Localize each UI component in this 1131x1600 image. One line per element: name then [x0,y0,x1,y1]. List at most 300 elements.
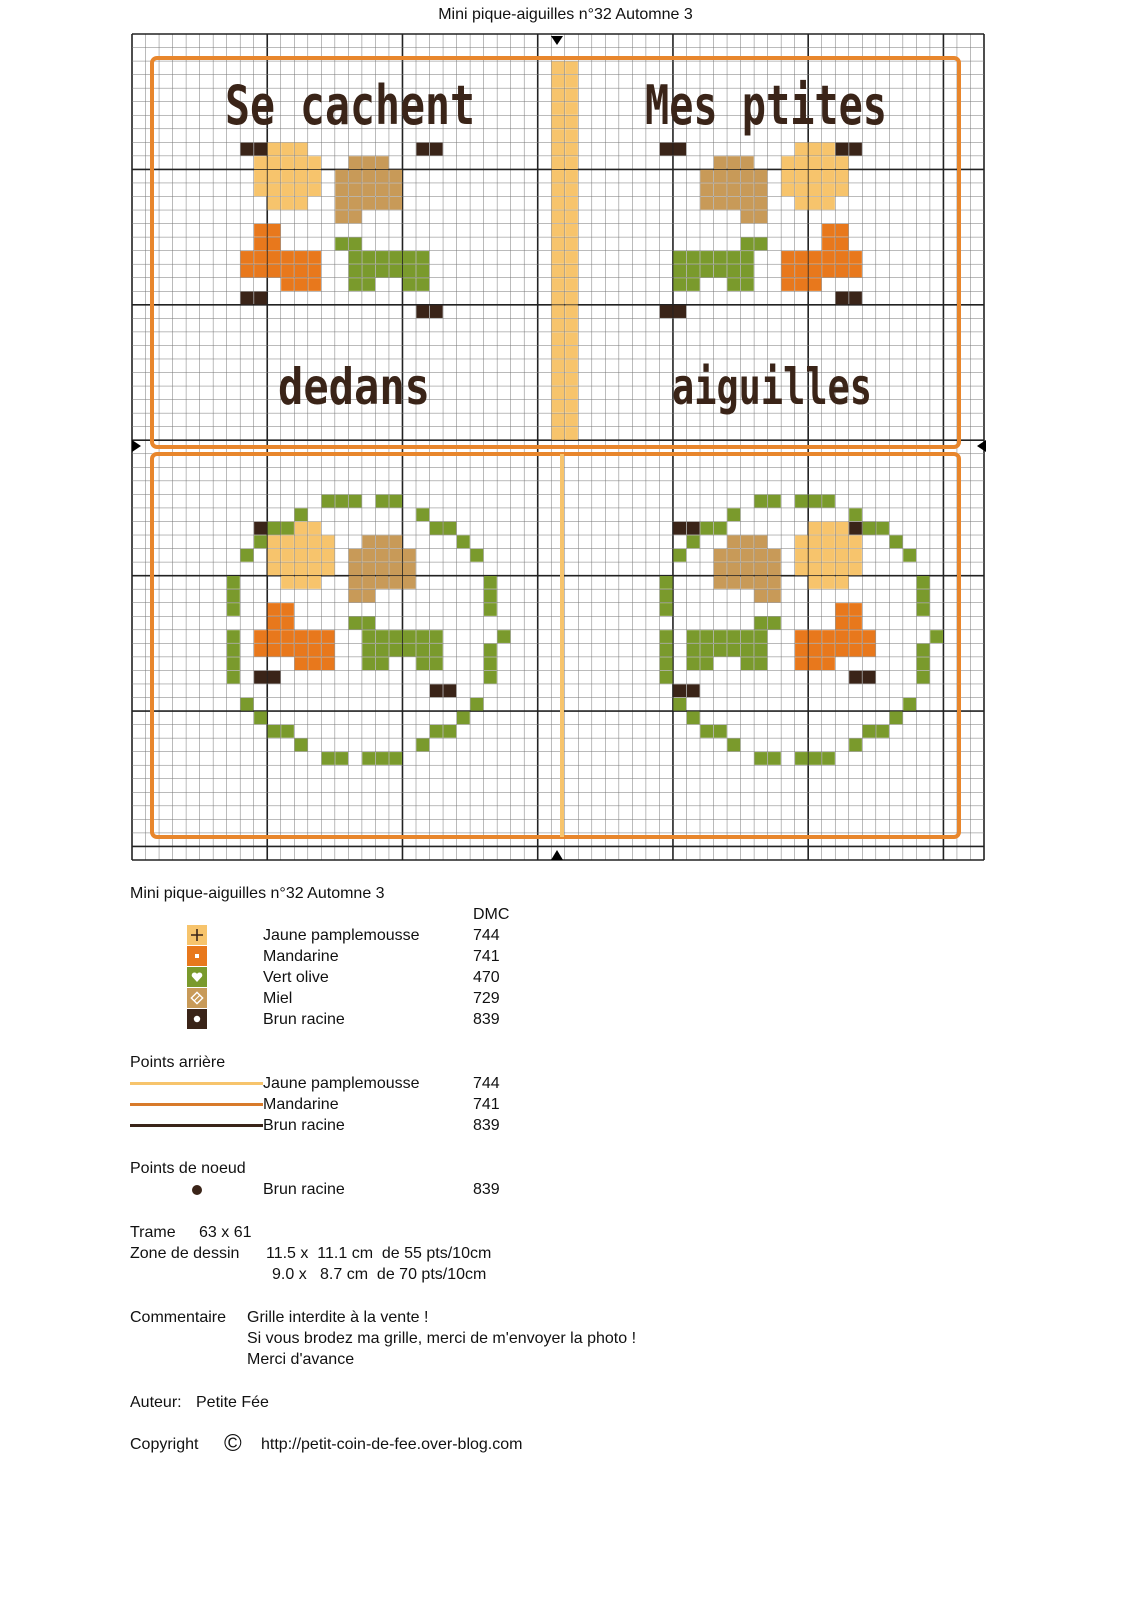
stitch-square-dot [295,657,308,670]
stitch-heart [241,549,254,562]
stitch-heart [389,644,402,657]
stitch-heart [268,522,281,535]
stitch-plus [822,197,835,210]
stitch-plus [308,549,321,562]
page-title: Mini pique-aiguilles n°32 Automne 3 [438,6,693,23]
stitch-plus [836,170,849,183]
stitch-heart [795,495,808,508]
stitch-diamond [700,183,713,196]
stitch-plus [308,562,321,575]
stitch-diamond [349,576,362,589]
stitch-heart [673,549,686,562]
stitch-square-dot [836,265,849,278]
stitch-heart [809,752,822,765]
stitch-heart [268,725,281,738]
stitch-heart [227,644,240,657]
stitch-plus [782,170,795,183]
copyright-icon: © [224,1430,242,1457]
stitch-square-dot [849,617,862,630]
stitch-square-dot [308,251,321,264]
stitch-heart [727,265,740,278]
stitch-heart [727,251,740,264]
stitch-square-dot [822,251,835,264]
stitch-plus [565,89,578,102]
stitch-diamond [349,170,362,183]
stitch-diamond [754,183,767,196]
stitch-heart [362,278,375,291]
backstitch-line-brun [130,1124,263,1127]
stitch-plus [836,576,849,589]
stitch-heart [389,630,402,643]
stitch-diamond [754,535,767,548]
stitch-heart [376,644,389,657]
stitch-diamond [362,562,375,575]
stitch-plus [281,197,294,210]
stitch-diamond [403,576,416,589]
arrow-top-icon [551,36,563,45]
stitch-heart [457,535,470,548]
stitch-heart [362,251,375,264]
stitch-plus [822,183,835,196]
stitch-heart [700,522,713,535]
stitch-plus [295,170,308,183]
stitch-heart [741,238,754,251]
stitch-plus [552,427,565,440]
stitch-heart [349,495,362,508]
stitch-plus [281,562,294,575]
stitch-diamond [727,535,740,548]
stitch-square-dot [295,265,308,278]
stitch-plus [295,522,308,535]
stitch-heart [470,698,483,711]
stitch-heart [457,711,470,724]
stitch-heart [335,495,348,508]
stitch-square-dot [268,630,281,643]
stitch-plus [795,197,808,210]
stitch-diamond [714,549,727,562]
stitch-heart [714,265,727,278]
author-label: Auteur: [130,1394,182,1411]
stitch-square-dot [268,265,281,278]
stitch-plus [281,143,294,156]
stitch-plus [552,373,565,386]
stitch-square-dot [241,251,254,264]
stitch-heart [484,576,497,589]
stitch-plus [822,143,835,156]
stitch-diamond [768,562,781,575]
stitch-heart [430,657,443,670]
stitch-heart [727,644,740,657]
stitch-plus [565,238,578,251]
stitch-square-dot [281,630,294,643]
stitch-plus [565,197,578,210]
stitch-heart [687,535,700,548]
stitch-dot [241,292,254,305]
stitch-square-dot [809,251,822,264]
copyright-link[interactable]: http://petit-coin-de-fee.over-blog.com [261,1436,523,1453]
stitch-heart [714,644,727,657]
stitch-heart [389,265,402,278]
stitch-heart [687,278,700,291]
stitch-diamond [768,549,781,562]
stitch-diamond [376,183,389,196]
stitch-heart [227,603,240,616]
stitch-heart [741,265,754,278]
stitch-heart [376,752,389,765]
stitch-square-dot [254,251,267,264]
stitch-square-dot [254,630,267,643]
stitch-plus [295,549,308,562]
stitch-square-dot [295,644,308,657]
stitch-square-dot [322,630,335,643]
stitch-heart [890,535,903,548]
stitch-square-dot [809,657,822,670]
stitch-heart [660,590,673,603]
stitch-heart [416,644,429,657]
stitch-heart [362,617,375,630]
stitch-plus [295,562,308,575]
stitch-heart [876,522,889,535]
stitch-square-dot [809,630,822,643]
stitch-heart [362,630,375,643]
stitch-heart [700,657,713,670]
stitch-square-dot [308,265,321,278]
stitch-plus [552,75,565,88]
stitch-dot [241,143,254,156]
stitch-plus [565,292,578,305]
stitch-heart [903,698,916,711]
stitch-diamond [376,170,389,183]
stitch-plus [565,156,578,169]
thread-name: Brun racine [263,1011,345,1028]
stitch-heart [430,522,443,535]
stitch-diamond [714,170,727,183]
stitch-plus [295,197,308,210]
stitch-plus [836,522,849,535]
stitch-dot [416,143,429,156]
stitch-dot [687,684,700,697]
stitch-diamond [714,562,727,575]
stitch-plus [552,359,565,372]
backstitch-dmc: 839 [473,1117,500,1134]
stitch-plus [281,549,294,562]
stitch-heart [416,657,429,670]
stitch-dot [268,671,281,684]
stitch-plus [565,224,578,237]
stitch-heart [416,265,429,278]
stitch-plus [322,562,335,575]
stitch-plus [322,549,335,562]
stitch-plus [308,576,321,589]
stitch-plus [281,156,294,169]
stitch-square-dot [782,278,795,291]
stitch-plus [565,61,578,74]
stitch-heart [754,630,767,643]
stitch-plus [795,170,808,183]
stitch-square-dot [822,644,835,657]
stitch-diamond [754,210,767,223]
stitch-plus [849,562,862,575]
stitch-square-dot [295,251,308,264]
stitch-heart [349,617,362,630]
backstitch-name: Jaune pamplemousse [263,1075,420,1092]
stitch-diamond [349,210,362,223]
stitch-diamond [741,549,754,562]
stitch-plus [822,562,835,575]
thread-name: Vert olive [263,969,329,986]
thread-name: Jaune pamplemousse [263,927,420,944]
stitch-diamond [389,183,402,196]
stitch-diamond [362,590,375,603]
stitch-heart [849,739,862,752]
stitch-heart [727,630,740,643]
stitch-dot [849,522,862,535]
stitch-dot [849,143,862,156]
stitch-plus [281,170,294,183]
stitch-dot [416,305,429,318]
stitch-diamond [727,156,740,169]
stitch-square-dot [849,251,862,264]
stitch-heart [362,752,375,765]
stitch-heart [917,657,930,670]
stitch-diamond [714,576,727,589]
stitch-heart [484,671,497,684]
thread-name: Mandarine [263,948,339,965]
stitch-square-dot [254,238,267,251]
stitch-square-dot [295,630,308,643]
stitch-square-dot [308,630,321,643]
stitch-plus [565,102,578,115]
stitch-plus [552,319,565,332]
stitch-heart [227,590,240,603]
stitch-diamond [754,549,767,562]
stitch-heart [673,278,686,291]
stitch-diamond [349,183,362,196]
stitch-diamond [389,197,402,210]
stitch-plus [565,183,578,196]
stitch-diamond [389,576,402,589]
stitch-diamond [403,549,416,562]
stitch-square-dot [268,238,281,251]
stitch-plus [295,535,308,548]
stitch-heart [930,630,943,643]
stitch-plus [552,183,565,196]
stitch-heart [335,752,348,765]
stitch-heart [727,739,740,752]
stitch-heart [700,251,713,264]
stitch-plus [822,576,835,589]
stitch-diamond [362,535,375,548]
author-name: Petite Fée [196,1394,269,1411]
stitch-heart [322,495,335,508]
stitch-diamond [389,562,402,575]
stitch-plus [809,535,822,548]
stitch-heart [227,671,240,684]
swatch-mandarine [187,946,207,966]
stitch-dot [430,143,443,156]
stitch-heart [741,657,754,670]
stitch-heart [700,265,713,278]
stitch-heart [768,617,781,630]
stitch-square-dot [281,644,294,657]
stitch-plus [308,170,321,183]
stitch-dot [849,671,862,684]
stitch-square-dot [254,644,267,657]
stitch-plus [836,156,849,169]
stitch-square-dot [822,657,835,670]
stitch-plus [809,170,822,183]
stitch-plus [552,102,565,115]
stitch-heart [714,725,727,738]
zone-line-1: 11.5 x 11.1 cm de 55 pts/10cm [266,1245,492,1262]
backstitch-title: Points arrière [130,1054,226,1071]
stitch-diamond [700,197,713,210]
stitch-plus [565,319,578,332]
stitch-diamond [376,562,389,575]
stitch-square-dot [268,224,281,237]
stitch-plus [565,170,578,183]
stitch-square-dot [268,644,281,657]
stitch-square-dot [809,278,822,291]
stitch-plus [565,116,578,129]
stitch-square-dot [281,265,294,278]
zone-line-2: 9.0 x 8.7 cm de 70 pts/10cm [272,1266,487,1283]
stitch-plus [552,197,565,210]
stitch-heart [416,508,429,521]
stitch-diamond [376,535,389,548]
stitch-dot [660,305,673,318]
stitch-dot [660,143,673,156]
stitch-square-dot [281,278,294,291]
stitch-plus [552,414,565,427]
thread-name: Miel [263,990,293,1007]
stitch-diamond [727,170,740,183]
stitch-heart [335,238,348,251]
comment-line-1: Grille interdite à la vente ! [247,1309,429,1326]
stitch-plus [254,170,267,183]
stitch-square-dot [849,644,862,657]
word-se-cachent: Se cachent [225,74,475,137]
comment-label: Commentaire [130,1309,227,1326]
stitch-heart [227,576,240,589]
stitch-heart [443,522,456,535]
stitch-heart [741,278,754,291]
stitch-plus [552,170,565,183]
backstitch-line-mandarine [130,1103,263,1106]
legend-dmc-header: DMC [473,906,510,923]
thread-dmc: 744 [473,927,500,944]
stitch-diamond [727,562,740,575]
stitch-heart [714,630,727,643]
stitch-heart [768,495,781,508]
stitch-plus [295,183,308,196]
stitch-plus [795,183,808,196]
stitch-diamond [335,170,348,183]
word-mes-ptites: Mes ptites [645,74,887,137]
stitch-heart [430,644,443,657]
stitch-heart [376,495,389,508]
stitch-dot [673,684,686,697]
stitch-heart [741,644,754,657]
stitch-heart [741,630,754,643]
thread-dmc: 729 [473,990,500,1007]
arrow-left-icon [132,440,141,452]
stitch-square-dot [281,251,294,264]
stitch-plus [552,89,565,102]
stitch-diamond [349,562,362,575]
stitch-diamond [335,210,348,223]
stitch-square-dot [308,657,321,670]
arrow-bottom-icon [551,850,563,860]
stitch-heart [714,522,727,535]
stitch-plus [281,535,294,548]
stitch-dot [673,305,686,318]
stitch-square-dot [822,224,835,237]
stitch-diamond [714,197,727,210]
stitch-plus [295,143,308,156]
stitch-heart [660,657,673,670]
stitch-diamond [741,210,754,223]
stitch-heart [430,725,443,738]
stitch-diamond [727,183,740,196]
stitch-diamond [349,590,362,603]
knot-dmc: 839 [473,1181,500,1198]
stitch-heart [754,644,767,657]
stitch-heart [673,265,686,278]
backstitch-name: Brun racine [263,1117,345,1134]
stitch-heart [822,495,835,508]
stitch-heart [416,251,429,264]
stitch-square-dot [822,238,835,251]
stitch-heart [362,657,375,670]
stitch-heart [227,657,240,670]
stitch-heart [660,630,673,643]
stitch-diamond [741,562,754,575]
stitch-heart [754,495,767,508]
stitch-diamond [754,197,767,210]
stitch-diamond [376,549,389,562]
thread-dmc: 839 [473,1011,500,1028]
stitch-heart [660,576,673,589]
stitch-diamond [362,156,375,169]
stitch-plus [565,305,578,318]
stitch-diamond [741,197,754,210]
stitch-plus [268,183,281,196]
stitch-heart [660,603,673,616]
stitch-plus [552,400,565,413]
trame-label: Trame [130,1224,176,1241]
stitch-heart [376,251,389,264]
stitch-plus [809,143,822,156]
stitch-plus [836,549,849,562]
stitch-heart [917,671,930,684]
stitch-heart [863,725,876,738]
stitch-plus [552,143,565,156]
stitch-plus [822,549,835,562]
stitch-plus [809,197,822,210]
stitch-heart [349,251,362,264]
stitch-diamond [768,590,781,603]
stitch-diamond [349,549,362,562]
comment-line-3: Merci d'avance [247,1351,355,1368]
stitch-heart [714,251,727,264]
stitch-heart [727,278,740,291]
knots-title: Points de noeud [130,1160,246,1177]
stitch-heart [403,265,416,278]
stitch-plus [254,156,267,169]
stitch-diamond [362,170,375,183]
backstitch-line-jaune [130,1082,263,1085]
